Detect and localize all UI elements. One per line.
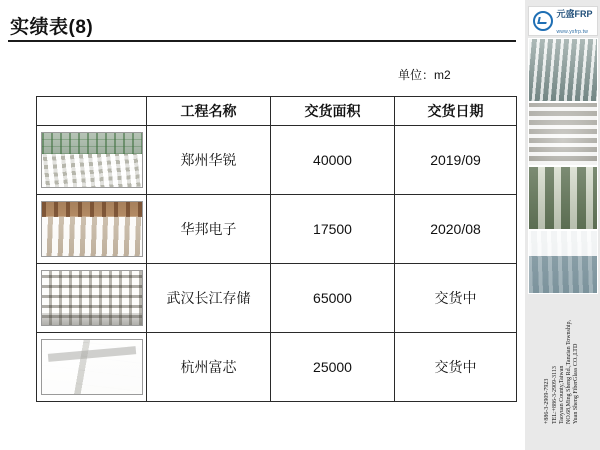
- logo-website: www.ysfrp.tw: [556, 29, 589, 35]
- green-frp-tanks-photo: [528, 166, 598, 230]
- column-header-delivery-date: 交货日期: [395, 97, 517, 126]
- project-name: 华邦电子: [147, 195, 271, 264]
- project-thumbnail-cell: [37, 264, 147, 333]
- logo-name: 元盛FRP: [556, 9, 593, 19]
- project-name: 武汉长江存储: [147, 264, 271, 333]
- frp-platform-photo: [528, 230, 598, 294]
- project-name: 郑州华锐: [147, 126, 271, 195]
- company-line: Taoyuan County,Taiwan: [558, 365, 565, 424]
- results-table-wrapper: [36, 96, 516, 402]
- column-header-project-name: 工程名称: [147, 97, 271, 126]
- factory-interior-photo: [41, 132, 143, 188]
- company-address-block: [528, 296, 596, 424]
- delivery-date: 交货中: [395, 333, 517, 402]
- company-line: TEL:+886-3-2909-3113: [551, 366, 558, 424]
- company-line: Yuan Sheng FiberGlass CO.,LTD: [573, 343, 580, 424]
- logo-text: [556, 5, 592, 37]
- fiberglass-walkway-photo: [528, 38, 598, 102]
- delivery-area: 17500: [271, 195, 395, 264]
- project-thumbnail-cell: [37, 333, 147, 402]
- delivery-date: 2020/08: [395, 195, 517, 264]
- delivery-date: 交货中: [395, 264, 517, 333]
- delivery-area: 25000: [271, 333, 395, 402]
- wooden-hall-photo: [41, 201, 143, 257]
- frp-tank-structure-photo: [528, 102, 598, 166]
- logo-circle-icon: [533, 11, 553, 31]
- project-thumbnail-cell: [37, 126, 147, 195]
- company-line: NO.68,Ming Sheng Rd.,Tanzian Township,: [566, 319, 573, 424]
- delivery-area: 40000: [271, 126, 395, 195]
- white-ceiling-photo: [41, 339, 143, 395]
- results-table: [36, 96, 517, 402]
- table-row: [37, 333, 517, 402]
- delivery-date: 2019/09: [395, 126, 517, 195]
- company-line: +886-3-2909-7923: [544, 378, 551, 424]
- project-name: 杭州富芯: [147, 333, 271, 402]
- column-header-delivery-area: 交货面积: [271, 97, 395, 126]
- delivery-area: 65000: [271, 264, 395, 333]
- page-title: 实绩表(8): [10, 17, 94, 38]
- title-divider: [8, 40, 516, 42]
- grating-panel-photo: [41, 270, 143, 326]
- company-logo: [528, 6, 598, 36]
- table-row: [37, 126, 517, 195]
- table-row: [37, 264, 517, 333]
- table-header-row: [37, 97, 517, 126]
- table-row: [37, 195, 517, 264]
- column-header-image: [37, 97, 147, 126]
- unit-note: 单位：m2: [398, 68, 451, 82]
- project-thumbnail-cell: [37, 195, 147, 264]
